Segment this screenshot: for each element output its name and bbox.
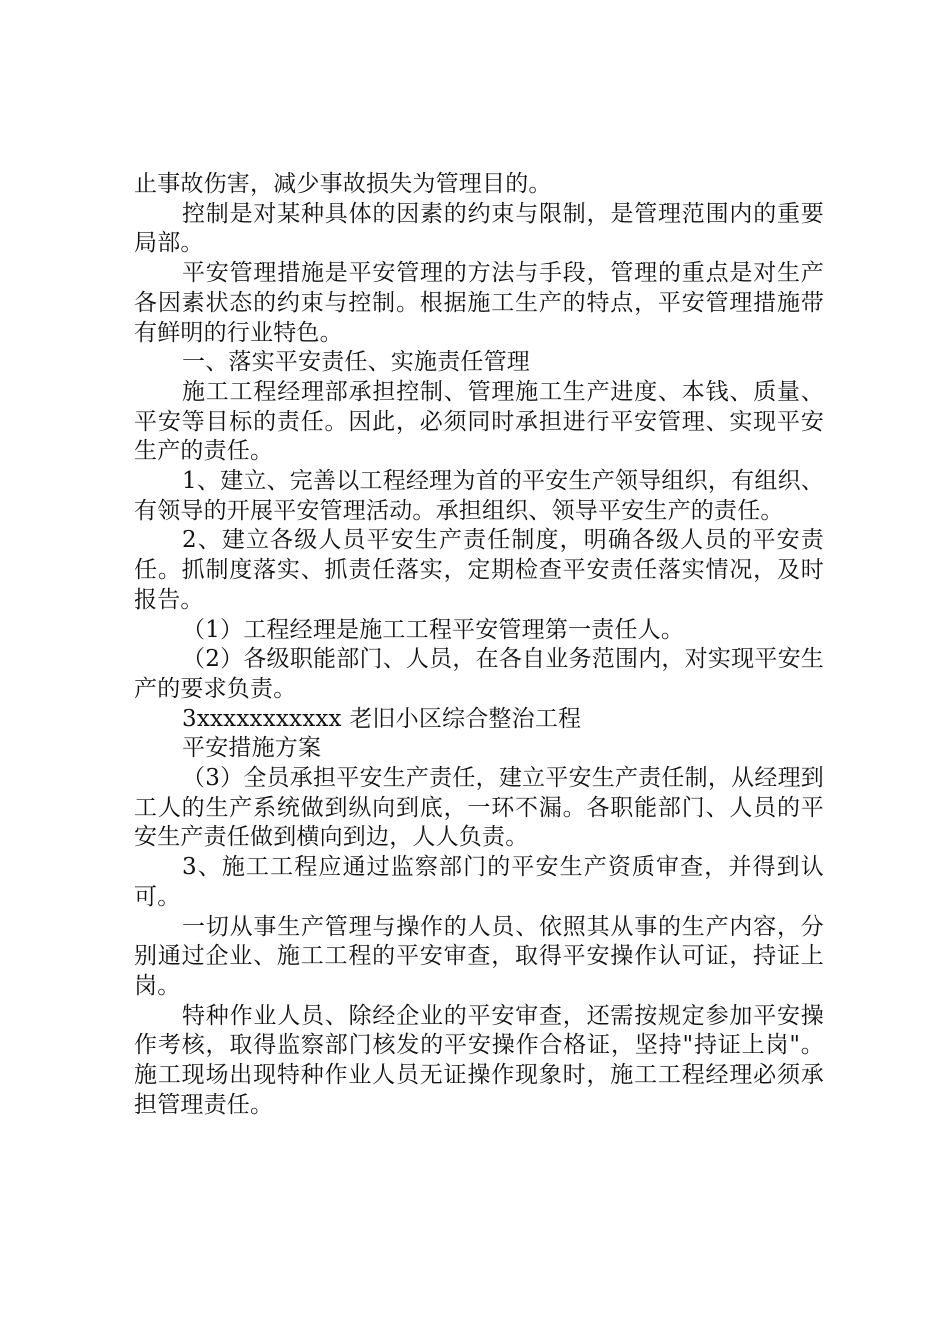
list-item-2: 2、建立各级人员平安生产责任制度，明确各级人员的平安责任。抓制度落实、抓责任落实，定期检查平安责任落实情况，及时报告。 bbox=[134, 527, 824, 613]
running-header-project: 3xxxxxxxxxxx 老旧小区综合整治工程 bbox=[182, 705, 582, 732]
sub-item-3: （3）全员承担平安生产责任，建立平安生产责任制，从经理到工人的生产系统做到纵向到底，一环不漏。各职能部门、人员的平安生产责任做到横向到边，人人负责。 bbox=[134, 765, 824, 851]
running-header-title: 平安措施方案 bbox=[182, 735, 322, 762]
paragraph-6: 特种作业人员、除经企业的平安审查，还需按规定参加平安操作考核，取得监察部门核发的平安操作合格证，坚持"持证上岗"。施工现场出现特种作业人员无证操作现象时，施工工程经理必须承担管理责任。 bbox=[134, 1002, 824, 1118]
paragraph-3: 平安管理措施是平安管理的方法与手段，管理的重点是对生产各因素状态的约束与控制。根据施工生产的特点，平安管理措施带有鲜明的行业特色。 bbox=[134, 260, 824, 346]
list-item-3: 3、施工工程应通过监察部门的平安生产资质审查，并得到认可。 bbox=[134, 854, 824, 910]
section-heading-1: 一、落实平安责任、实施责任管理 bbox=[182, 349, 530, 376]
paragraph-5: 一切从事生产管理与操作的人员、依照其从事的生产内容，分别通过企业、施工工程的平安审查，取得平安操作认可证，持证上岗。 bbox=[134, 913, 824, 999]
document-body bbox=[134, 170, 824, 1121]
sub-item-1: （1）工程经理是施工工程平安管理第一责任人。 bbox=[182, 616, 685, 643]
paragraph-1: 止事故伤害，减少事故损失为管理目的。 bbox=[134, 171, 552, 197]
paragraph-2: 控制是对某种具体的因素的约束与限制，是管理范围内的重要局部。 bbox=[134, 200, 824, 257]
paragraph-4: 施工工程经理部承担控制、管理施工生产进度、本钱、质量、平安等目标的责任。因此，必须同时承担进行平安管理、实现平安生产的责任。 bbox=[134, 378, 824, 465]
list-item-1: 1、建立、完善以工程经理为首的平安生产领导组织，有组织、有领导的开展平安管理活动。承担组织、领导平安生产的责任。 bbox=[134, 468, 824, 524]
sub-item-2: （2）各级职能部门、人员，在各自业务范围内，对实现平安生产的要求负责。 bbox=[134, 646, 824, 702]
